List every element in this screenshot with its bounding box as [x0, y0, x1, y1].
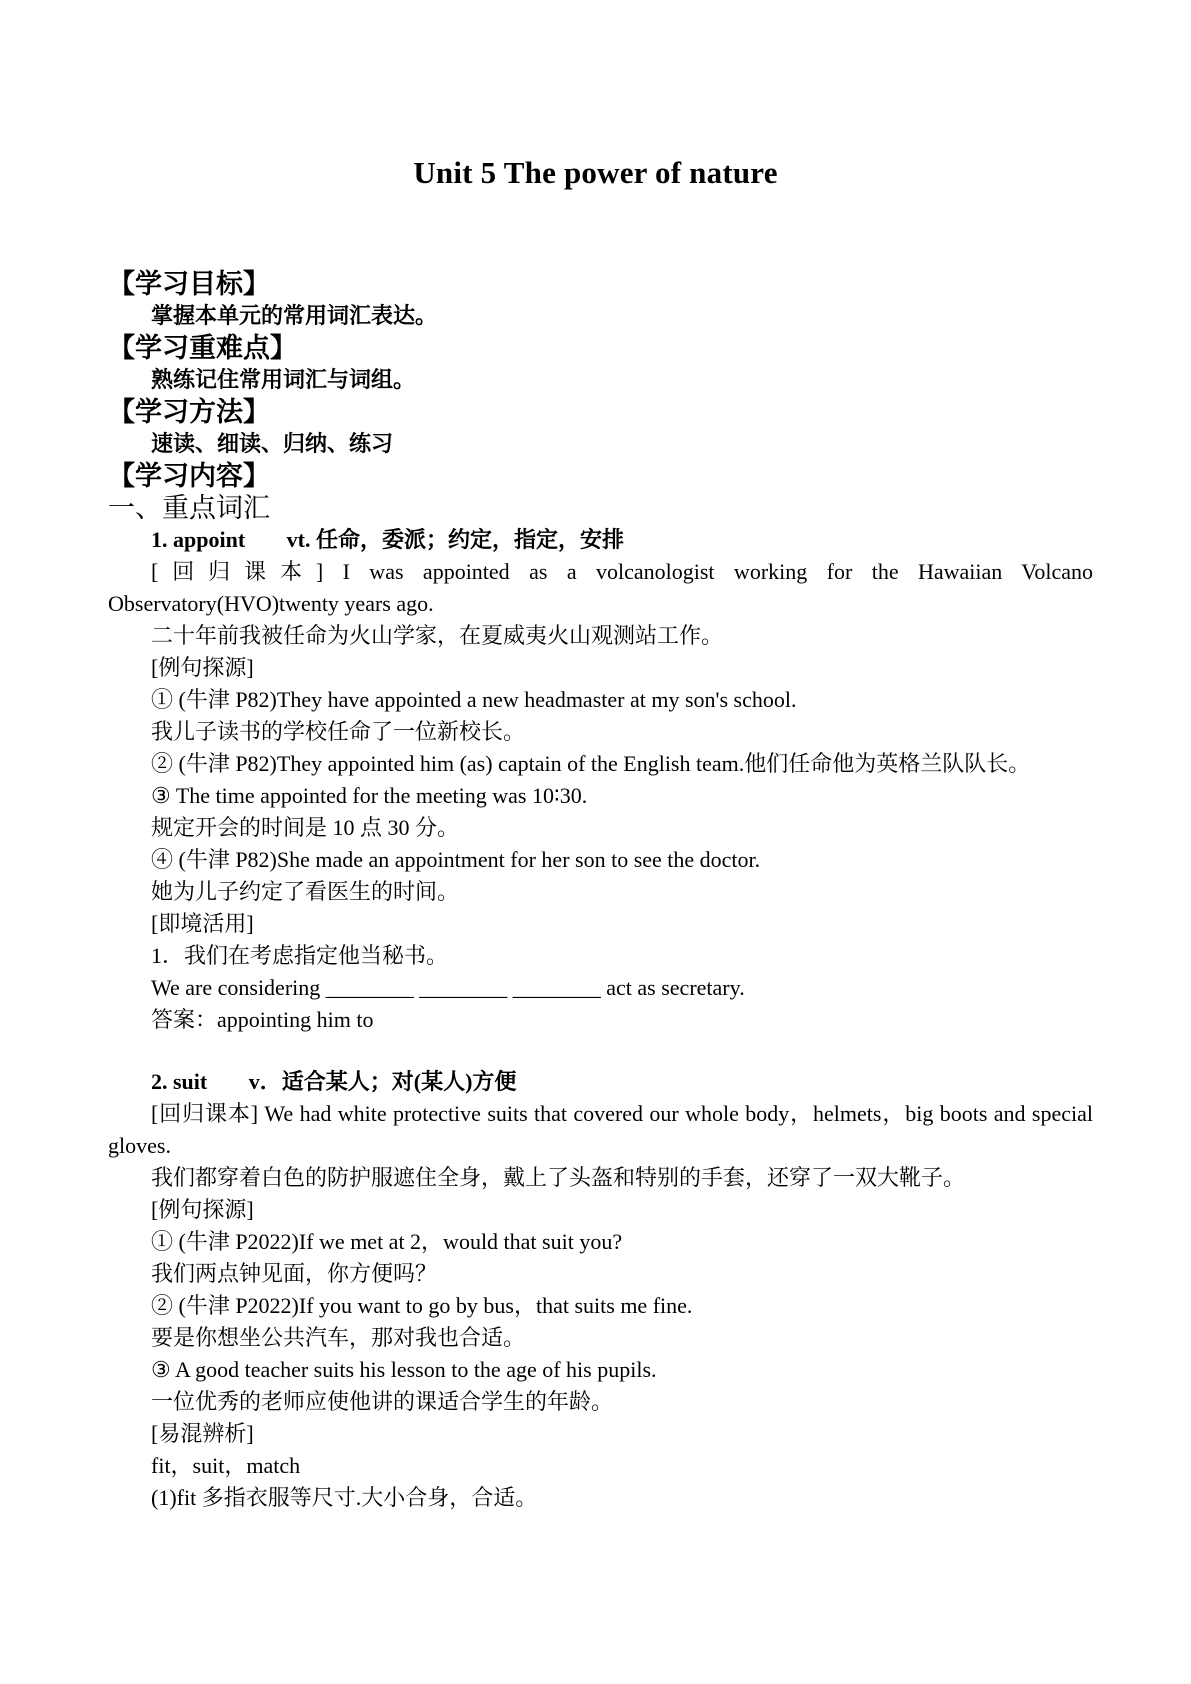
entry-suit-example-3: ③ A good teacher suits his lesson to the age of his pupils.: [151, 1357, 657, 1382]
entry-appoint-practice-sentence: We are considering ________ ________ ________ act as secretary.: [151, 975, 745, 1000]
entry-appoint-practice-label: [即境活用]: [151, 911, 254, 936]
entry-appoint-word: 1. appoint: [151, 527, 246, 552]
entry-appoint-example-1: ① (牛津 P82)They have appointed a new headmaster at my son's school.: [151, 687, 797, 712]
entry-appoint-examples-label: [例句探源]: [151, 655, 254, 680]
document-body: [108, 268, 1093, 1514]
entry-appoint-heading: [108, 524, 1093, 556]
entry-suit-textbook-cn: 我们都穿着白色的防护服遮住全身，戴上了头盔和特别的手套，还穿了一双大靴子。: [151, 1165, 966, 1190]
method-text: 速读、细读、归纳、练习: [151, 431, 394, 456]
entry-suit-textbook: [回归课本] We had white protective suits that covered our whole body，helmets，big boots and special gloves.: [108, 1101, 1093, 1158]
keypoints-heading: 【学习重难点】: [108, 333, 297, 363]
entry-appoint-example-4: ④ (牛津 P82)She made an appointment for her son to see the doctor.: [151, 847, 761, 872]
entry-suit-confusion-1: (1)fit 多指衣服等尺寸.大小合身，合适。: [151, 1485, 538, 1510]
entry-appoint-example-1-cn: 我儿子读书的学校任命了一位新校长。: [151, 719, 526, 744]
entry-appoint-answer: 答案：appointing him to: [151, 1007, 374, 1032]
entry-suit-confusion-label: [易混辨析]: [151, 1421, 254, 1446]
goal-heading: 【学习目标】: [108, 269, 270, 299]
entry-suit-example-2: ② (牛津 P2022)If you want to go by bus，that suits me fine.: [151, 1293, 693, 1318]
entry-appoint-example-2: ② (牛津 P82)They appointed him (as) captain of the English team.他们任命他为英格兰队队长。: [151, 751, 1031, 776]
entry-suit-word: 2. suit: [151, 1069, 208, 1094]
entry-appoint-textbook-cn: 二十年前我被任命为火山学家，在夏威夷火山观测站工作。: [151, 623, 724, 648]
part-one-heading: 一、重点词汇: [108, 493, 270, 523]
entry-suit-example-2-cn: 要是你想坐公共汽车，那对我也合适。: [151, 1325, 526, 1350]
spacer: [108, 1036, 1093, 1066]
entry-appoint-example-3: ③ The time appointed for the meeting was 10∶30.: [151, 783, 588, 808]
entry-appoint-example-4-cn: 她为儿子约定了看医生的时间。: [151, 879, 460, 904]
entry-suit-confusion-words: fit，suit，match: [151, 1453, 301, 1478]
content-heading: 【学习内容】: [108, 461, 270, 491]
entry-suit-examples-label: [例句探源]: [151, 1197, 254, 1222]
keypoints-text: 熟练记住常用词汇与词组。: [151, 367, 416, 392]
page-title: Unit 5 The power of nature: [413, 155, 778, 190]
method-heading: 【学习方法】: [108, 397, 270, 427]
entry-suit-example-1: ① (牛津 P2022)If we met at 2，would that suit you?: [151, 1229, 623, 1254]
goal-text: 掌握本单元的常用词汇表达。: [151, 303, 438, 328]
entry-appoint-textbook: [回归课本] I was appointed as a volcanologist working for the Hawaiian Volcano Observatory(HVO)twenty years ago.: [108, 559, 1093, 616]
entry-suit-heading: [108, 1066, 1093, 1098]
entry-appoint-example-3-cn: 规定开会的时间是 10 点 30 分。: [151, 815, 460, 840]
entry-appoint-definition: vt. 任命，委派；约定，指定，安排: [286, 527, 624, 552]
entry-suit-definition: v．适合某人；对(某人)方便: [248, 1069, 517, 1094]
entry-suit-example-1-cn: 我们两点钟见面，你方便吗？: [151, 1261, 438, 1286]
entry-suit-example-3-cn: 一位优秀的老师应使他讲的课适合学生的年龄。: [151, 1389, 614, 1414]
entry-appoint-practice-question: 1．我们在考虑指定他当秘书。: [151, 943, 449, 968]
